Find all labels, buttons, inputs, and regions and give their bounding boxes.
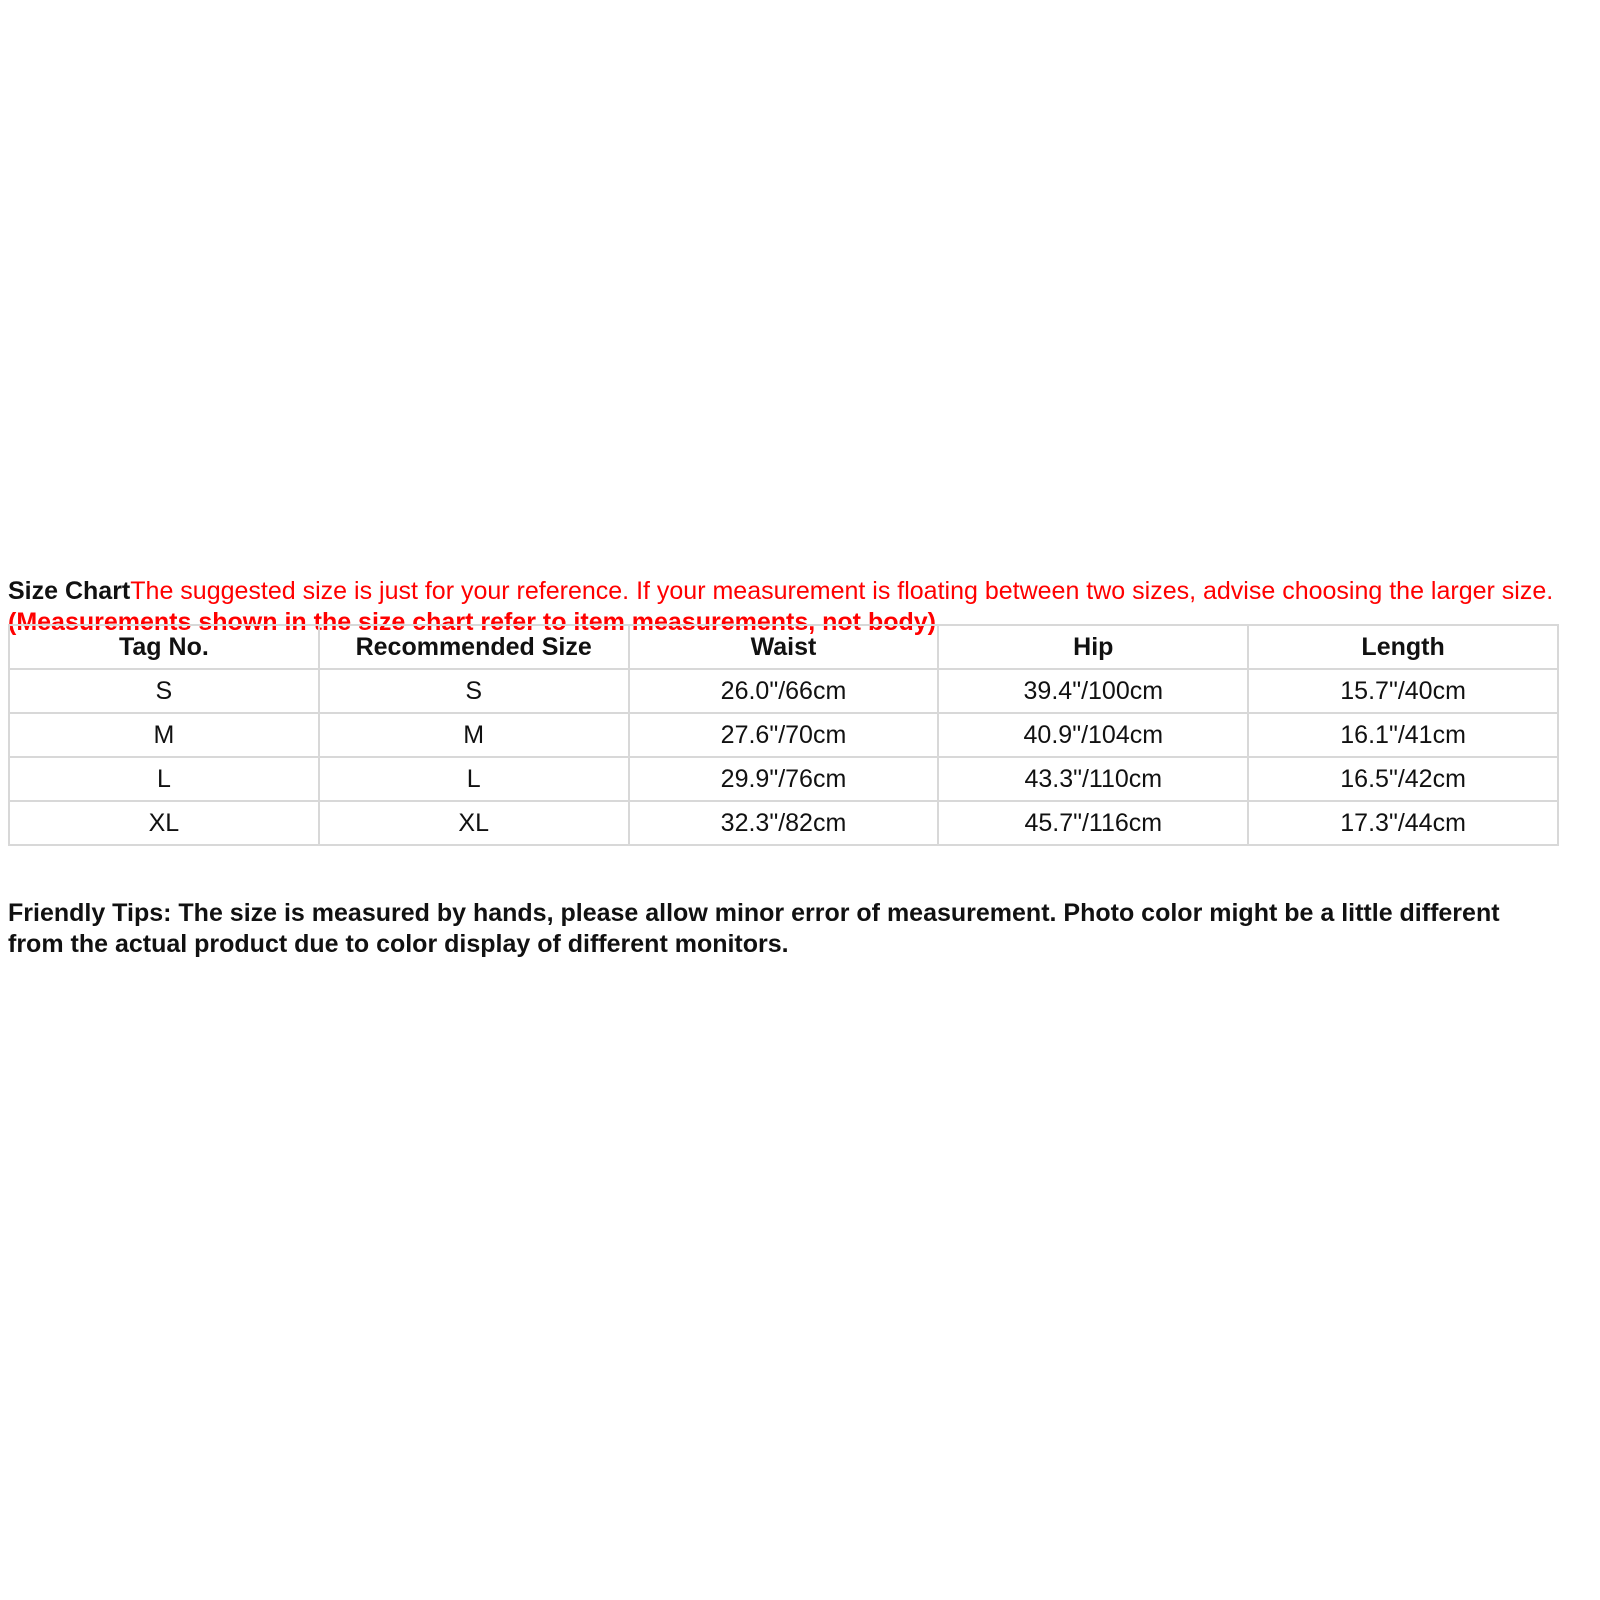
cell-recommended-size: L (319, 757, 629, 801)
cell-hip: 43.3"/110cm (938, 757, 1248, 801)
cell-length: 16.1"/41cm (1248, 713, 1558, 757)
cell-waist: 27.6"/70cm (629, 713, 939, 757)
header-length: Length (1248, 625, 1558, 669)
table-row (9, 801, 1558, 845)
header-waist: Waist (629, 625, 939, 669)
cell-tag-no: XL (9, 801, 319, 845)
header-tag-no: Tag No. (9, 625, 319, 669)
cell-hip: 45.7"/116cm (938, 801, 1248, 845)
cell-tag-no: L (9, 757, 319, 801)
cell-tag-no: S (9, 669, 319, 713)
cell-hip: 40.9"/104cm (938, 713, 1248, 757)
size-chart-title: Size Chart (8, 577, 131, 605)
cell-length: 15.7"/40cm (1248, 669, 1558, 713)
table-row (9, 669, 1558, 713)
friendly-tips: Friendly Tips: The size is measured by hands, please allow minor error of measurement. Photo color might be a little different from the actual product due to color display of different monitors. (8, 899, 1500, 958)
size-chart-note-bold: (Measurements shown in the size chart refer to item measurements, not body) (8, 608, 936, 636)
cell-length: 16.5"/42cm (1248, 757, 1558, 801)
cell-hip: 39.4"/100cm (938, 669, 1248, 713)
cell-recommended-size: M (319, 713, 629, 757)
cell-waist: 26.0"/66cm (629, 669, 939, 713)
cell-tag-no: M (9, 713, 319, 757)
cell-waist: 32.3"/82cm (629, 801, 939, 845)
cell-waist: 29.9"/76cm (629, 757, 939, 801)
size-chart-note: The suggested size is just for your reference. If your measurement is floating between two sizes, advise choosing the larger size. (130, 577, 1554, 605)
header-hip: Hip (938, 625, 1248, 669)
cell-recommended-size: XL (319, 801, 629, 845)
table-row (9, 713, 1558, 757)
size-table (8, 624, 1559, 846)
table-row (9, 757, 1558, 801)
header-recommended-size: Recommended Size (319, 625, 629, 669)
table-header-row (9, 625, 1558, 669)
cell-recommended-size: S (319, 669, 629, 713)
cell-length: 17.3"/44cm (1248, 801, 1558, 845)
